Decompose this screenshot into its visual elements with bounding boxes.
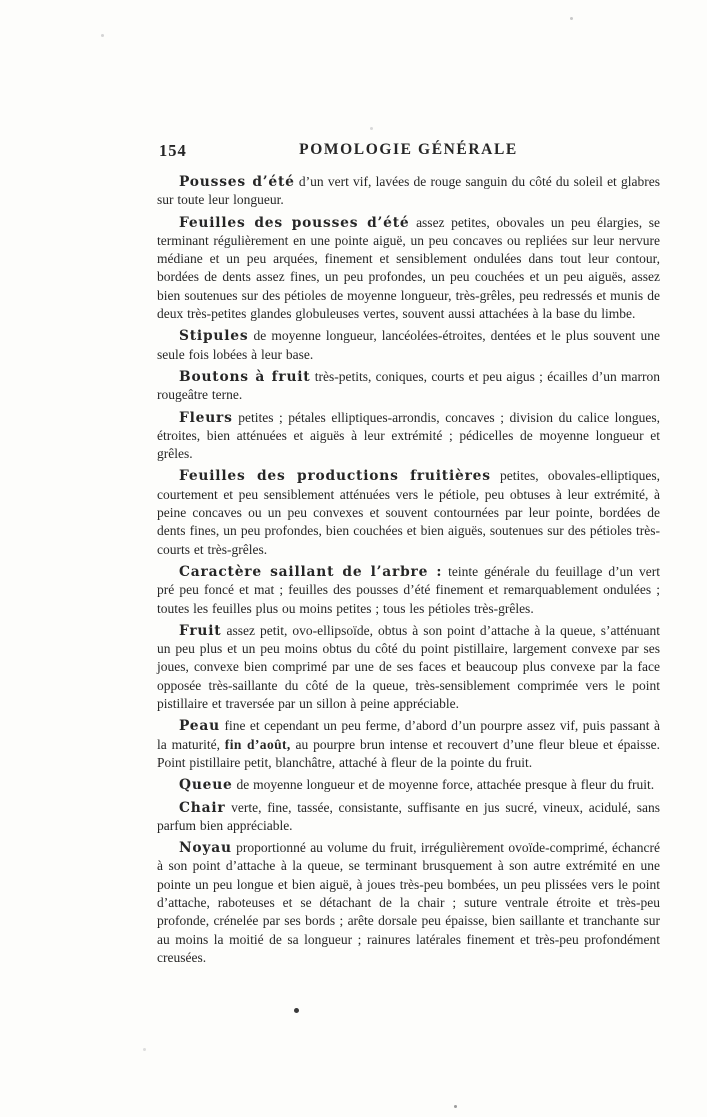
paragraphs bbox=[157, 173, 660, 967]
paragraph-feuilles-des-productions-fruitieres bbox=[157, 467, 660, 558]
paragraph-text: petites, obovales-elliptiques, courtement et peu sensiblement atténuées vers le pétiole, peu obtuses à leur extrémité, à peine concaves ou un peu convexes et souvent contournées par leur pointe, bordées de dents fines, un peu profondes, bien couchées et bien aiguës, soutenues sur des pétioles très-courts et très-grêles. bbox=[157, 468, 661, 557]
paragraph-lead: Feuilles des pousses d’été bbox=[179, 214, 410, 231]
page-title: POMOLOGIE GÉNÉRALE bbox=[299, 141, 518, 158]
ink-speck bbox=[294, 1008, 299, 1013]
paragraph-text: au pourpre brun intense et recouvert d’une fleur bleue et épaisse. Point pistillaire petit, blanchâtre, attaché à fleur de la pointe du fruit. bbox=[157, 736, 660, 770]
paragraph-text: teinte générale du feuillage d’un vert pré peu foncé et mat ; feuilles des pousses d’été finement et remarquablement ondulées ; toutes les feuilles plus ou moins petites ; tous les pétioles très-grêles. bbox=[157, 563, 660, 616]
paragraph-lead: Peau bbox=[179, 718, 220, 735]
paragraph-lead: Boutons à fruit bbox=[179, 368, 311, 385]
paragraph-fleurs bbox=[157, 409, 660, 464]
paragraph-lead: Pousses d’été bbox=[179, 174, 295, 190]
scan-speck bbox=[143, 1048, 146, 1051]
paragraph-lead: Fleurs bbox=[179, 409, 233, 426]
paragraph-text: verte, fine, tassée, consistante, suffisante en jus sucré, vineux, acidulé, sans parfum bien appréciable. bbox=[157, 799, 660, 833]
running-header bbox=[157, 141, 660, 165]
paragraph-queue bbox=[157, 776, 660, 794]
paragraph-pousses-dete bbox=[157, 173, 660, 210]
paragraph-lead: Chair bbox=[179, 799, 226, 816]
paragraph-text: fin d’août, bbox=[224, 736, 291, 752]
paragraph-text: petites ; pétales elliptiques-arrondis, concaves ; division du calice longues, étroites, bien atténuées et aiguës à leur extrémité ; pédicelles de moyenne longueur et grêles. bbox=[157, 409, 660, 462]
paragraph-noyau bbox=[157, 839, 660, 967]
paragraph-boutons-a-fruit bbox=[157, 368, 660, 405]
page-number: 154 bbox=[159, 141, 187, 160]
paragraph-lead: Stipules bbox=[179, 328, 249, 345]
paragraph-caractere-saillant-de-larbre bbox=[157, 563, 660, 618]
paragraph-text: proportionné au volume du fruit, irrégulièrement ovoïde-comprimé, échancré à son point d’attache à la queue, se terminant brusquement à son autre extrémité en une pointe un peu longue et bien aiguë, à joues très-peu bombées, un peu plissées vers le point d’attache, raboteuses et se détachant de la chair ; suture ventrale étroite et très-peu profonde, crénelée par ses bords ; arête dorsale peu épaisse, bien saillante et tranchante sur au moins la moitié de sa longueur ; rainures latérales finement et très-peu profondément creusées. bbox=[157, 840, 660, 965]
paragraph-text: fine et cependant un peu ferme, d’abord d’un pourpre assez vif, puis passant à la maturité, bbox=[157, 718, 660, 752]
paragraph-stipules bbox=[157, 327, 660, 364]
paragraph-lead: Queue bbox=[179, 777, 233, 794]
paragraph-fruit bbox=[157, 622, 660, 713]
scan-speck bbox=[570, 17, 573, 20]
paragraph-lead: Fruit bbox=[179, 622, 222, 639]
paragraph-lead: Caractère saillant de l’arbre : bbox=[179, 563, 443, 580]
paragraph-lead: Noyau bbox=[179, 840, 232, 857]
paragraph-text: assez petit, ovo-ellipsoïde, obtus à son point d’attache à la queue, s’atténuant un peu plus et un peu moins obtus du côté du point pistillaire, largement convexe par ses joues, convexe bien comprimé par une de ses faces et beaucoup plus convexe par la face opposée très-saillante du côté de la queue, très-sensiblement comprimée vers le point pistillaire et traversée par un sillon à peine appréciable. bbox=[157, 622, 660, 712]
paragraph-text: d’un vert vif, lavées de rouge sanguin du côté du soleil et glabres sur toute leur longueur. bbox=[157, 174, 660, 208]
paragraph-text: de moyenne longueur, lancéolées-étroites, dentées et le plus souvent une seule fois lobées à leur base. bbox=[157, 328, 660, 362]
paragraph-feuilles-des-pousses-dete bbox=[157, 214, 660, 324]
scan-speck bbox=[370, 127, 373, 130]
paragraph-text: très-petits, coniques, courts et peu aigus ; écailles d’un marron rougeâtre terne. bbox=[157, 368, 660, 403]
paragraph-lead: Feuilles des productions fruitières bbox=[179, 468, 491, 485]
paragraph-text: assez petites, obovales un peu élargies, se terminant régulièrement en une pointe aiguë, un peu concaves ou repliées sur leur nervure médiane et un peu arquées, finement et sensiblement ondulées dans tout leur contour, bordées de dents assez fines, un peu profondes, un peu couchées et un peu aiguës, assez bien soutenues sur des pétioles de moyenne longueur, très-grêles, peu redressés et munis de deux très-petites glandes globuleuses vertes, souvent aussi attachées à la base du limbe. bbox=[157, 214, 660, 322]
paragraph-peau bbox=[157, 717, 660, 772]
paragraph-chair bbox=[157, 799, 660, 836]
scan-speck bbox=[454, 1105, 457, 1108]
paragraph-text: de moyenne longueur et de moyenne force, attachée presque à fleur du fruit. bbox=[232, 777, 655, 793]
scan-speck bbox=[101, 34, 104, 37]
text-block bbox=[157, 141, 660, 971]
